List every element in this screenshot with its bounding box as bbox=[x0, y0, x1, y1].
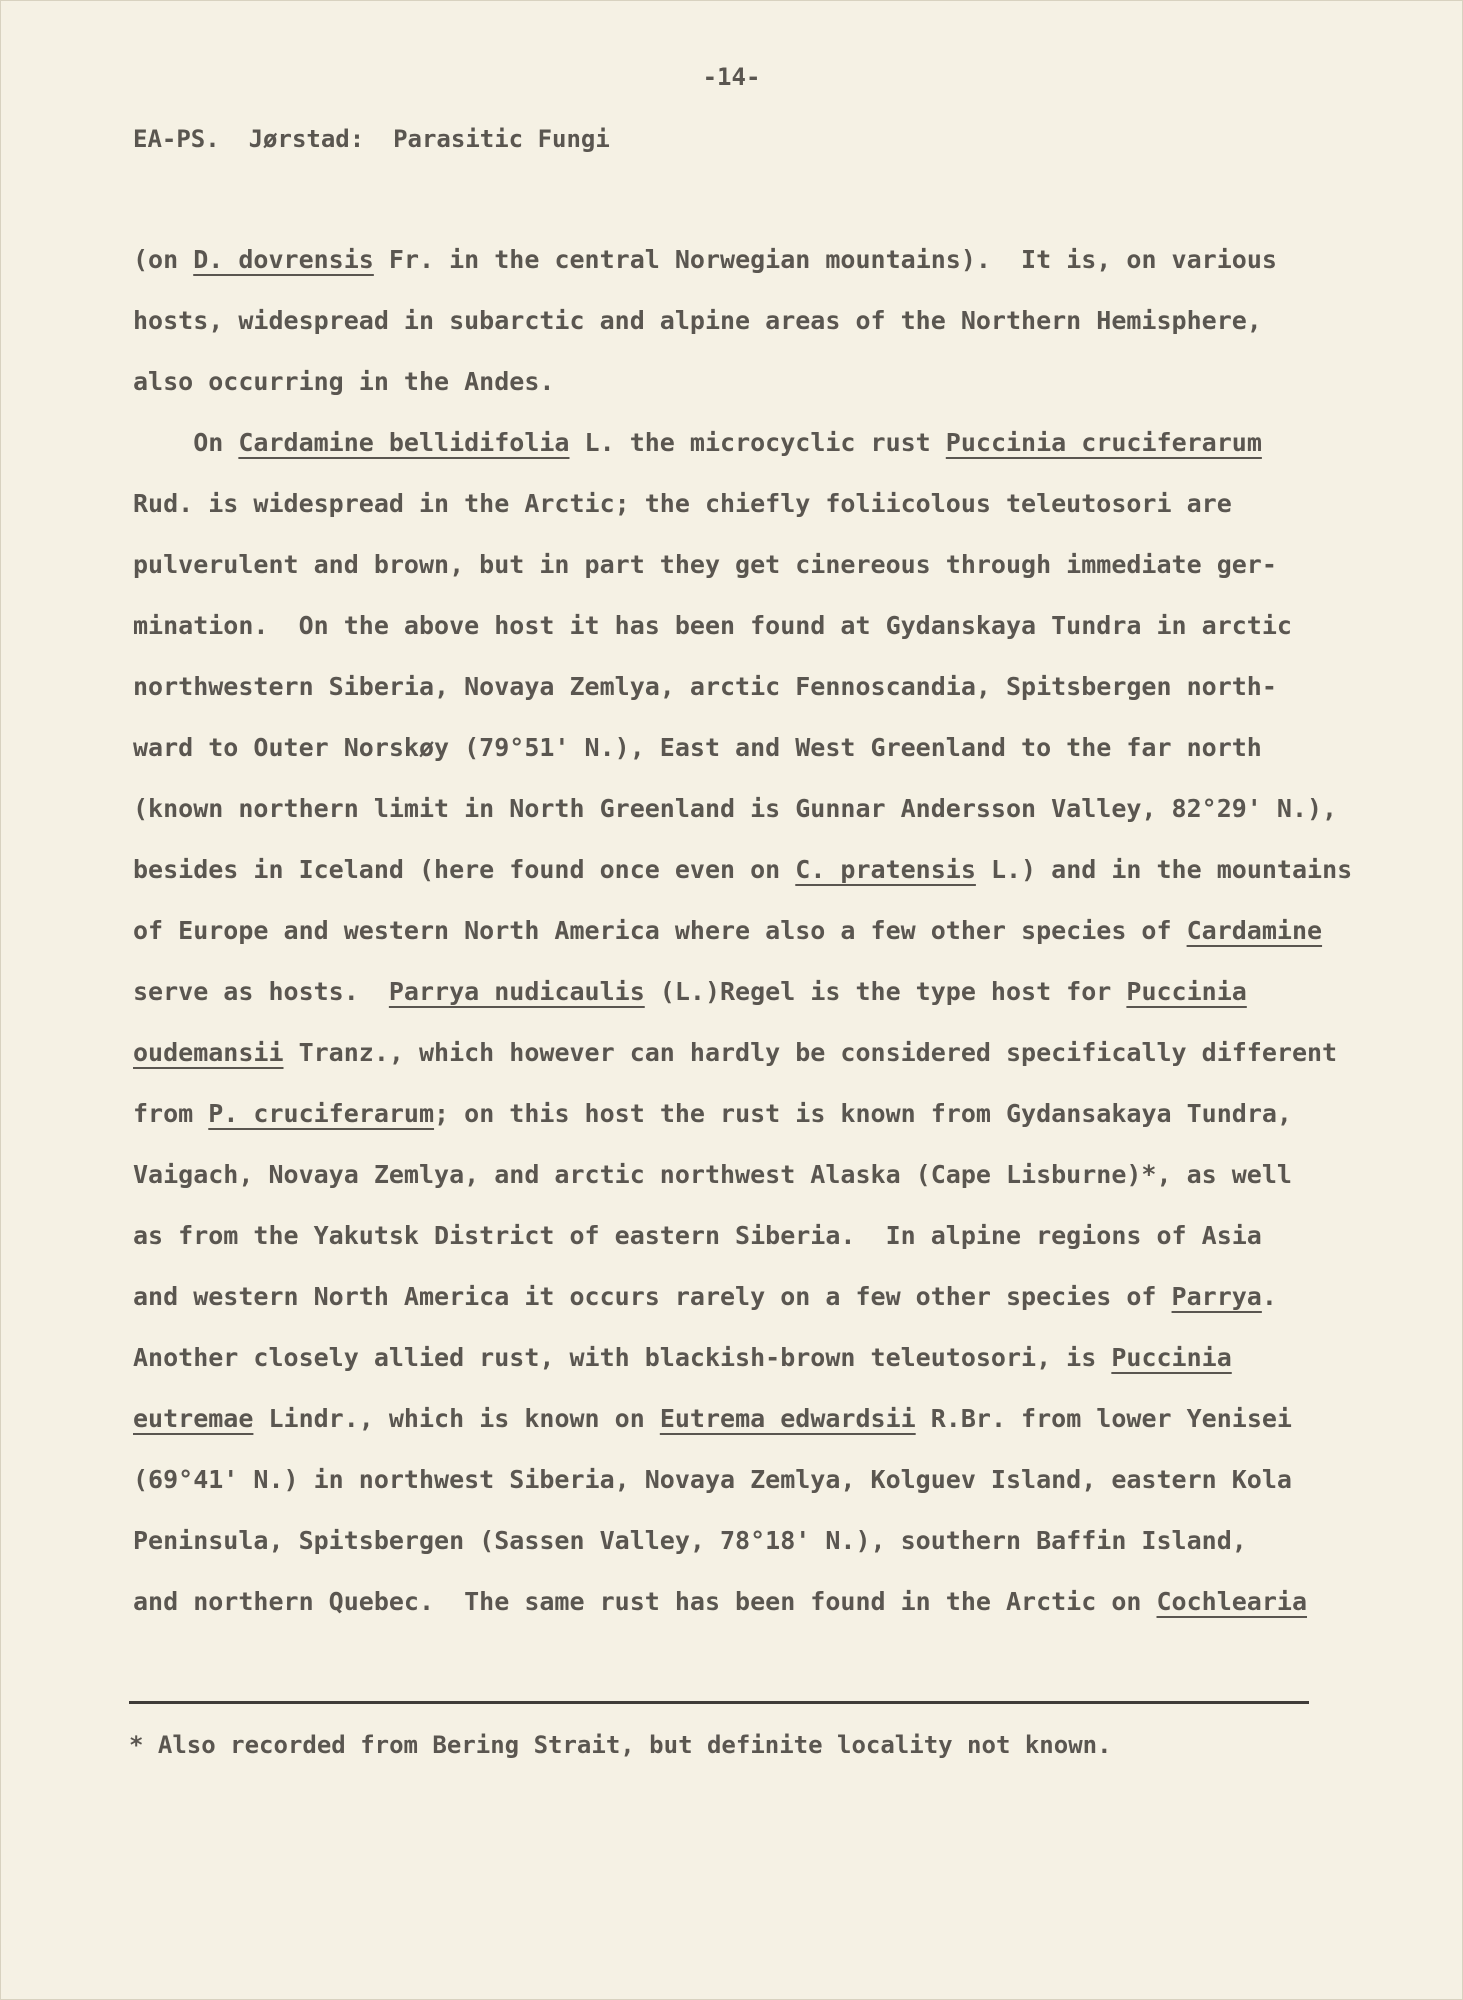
underlined-taxon-name: Eutrema edwardsii bbox=[659, 1404, 916, 1433]
text-line bbox=[133, 363, 1373, 424]
underlined-taxon-name: P. cruciferarum bbox=[208, 1099, 435, 1128]
text-segment: as from the Yakutsk District of eastern Siberia. In alpine regions of Asia bbox=[133, 1221, 1262, 1250]
underlined-taxon-name: Cardamine bellidifolia bbox=[238, 428, 570, 457]
underlined-taxon-name: Puccinia cruciferarum bbox=[945, 428, 1262, 457]
text-segment: pulverulent and brown, but in part they get cinereous through immediate ger- bbox=[133, 550, 1277, 579]
underlined-taxon-name: oudemansii bbox=[133, 1038, 284, 1067]
text-line bbox=[133, 851, 1373, 912]
underlined-taxon-name: Puccinia bbox=[1126, 977, 1247, 1006]
text-segment: L.) and in the mountains bbox=[975, 855, 1353, 884]
text-segment: and northern Quebec. The same rust has been found in the Arctic on bbox=[133, 1587, 1157, 1616]
text-segment: besides in Iceland (here found once even on bbox=[133, 855, 796, 884]
text-segment: also occurring in the Andes. bbox=[133, 367, 555, 396]
text-line bbox=[133, 973, 1373, 1034]
text-segment: ward to Outer Norskøy (79°51' N.), East and West Greenland to the far north bbox=[133, 733, 1262, 762]
text-line bbox=[133, 1339, 1373, 1400]
text-segment: Rud. is widespread in the Arctic; the chiefly foliicolous teleutosori are bbox=[133, 489, 1232, 518]
underlined-taxon-name: Parrya nudicaulis bbox=[388, 977, 645, 1006]
underlined-taxon-name: D. dovrensis bbox=[193, 245, 374, 274]
text-segment: L. the microcyclic rust bbox=[569, 428, 946, 457]
text-line bbox=[133, 1034, 1373, 1095]
footnote-rule bbox=[129, 1701, 1309, 1704]
text-line bbox=[133, 485, 1373, 546]
text-segment: of Europe and western North America where also a few other species of bbox=[133, 916, 1187, 945]
text-line bbox=[133, 1156, 1373, 1217]
text-segment: (known northern limit in North Greenland is Gunnar Andersson Valley, 82°29' N.), bbox=[133, 794, 1338, 823]
text-line bbox=[133, 729, 1373, 790]
text-segment: hosts, widespread in subarctic and alpine areas of the Northern Hemisphere, bbox=[133, 306, 1262, 335]
text-line bbox=[133, 1217, 1373, 1278]
text-line bbox=[133, 1400, 1373, 1461]
underlined-taxon-name: Cardamine bbox=[1186, 916, 1323, 945]
text-segment: On bbox=[133, 428, 239, 457]
text-segment: (on bbox=[133, 245, 194, 274]
text-segment: . bbox=[1261, 1282, 1277, 1311]
text-line bbox=[133, 668, 1373, 729]
text-line bbox=[133, 424, 1373, 485]
text-segment: Another closely allied rust, with blackish-brown teleutosori, is bbox=[133, 1343, 1112, 1372]
text-segment: mination. On the above host it has been found at Gydanskaya Tundra in arctic bbox=[133, 611, 1292, 640]
text-segment: Vaigach, Novaya Zemlya, and arctic northwest Alaska (Cape Lisburne)*, as well bbox=[133, 1160, 1292, 1189]
underlined-taxon-name: Puccinia bbox=[1111, 1343, 1232, 1372]
text-segment: (69°41' N.) in northwest Siberia, Novaya Zemlya, Kolguev Island, eastern Kola bbox=[133, 1465, 1292, 1494]
text-segment: Peninsula, Spitsbergen (Sassen Valley, 78°18' N.), southern Baffin Island, bbox=[133, 1526, 1247, 1555]
text-line bbox=[133, 1095, 1373, 1156]
text-line bbox=[133, 302, 1373, 363]
text-segment: Lindr., which is known on bbox=[253, 1404, 660, 1433]
text-line bbox=[133, 1583, 1373, 1644]
text-segment: ; on this host the rust is known from Gydansakaya Tundra, bbox=[434, 1099, 1292, 1128]
text-segment: Tranz., which however can hardly be considered specifically different bbox=[283, 1038, 1338, 1067]
text-line bbox=[133, 1522, 1373, 1583]
underlined-taxon-name: Parrya bbox=[1171, 1282, 1262, 1311]
underlined-taxon-name: Cochlearia bbox=[1156, 1587, 1308, 1616]
text-segment: R.Br. from lower Yenisei bbox=[915, 1404, 1292, 1433]
footnote: * Also recorded from Bering Strait, but definite locality not known. bbox=[129, 1731, 1112, 1759]
text-line bbox=[133, 912, 1373, 973]
underlined-taxon-name: C. pratensis bbox=[795, 855, 976, 884]
text-segment: (L.)Regel is the type host for bbox=[644, 977, 1127, 1006]
running-head: EA-PS. Jørstad: Parasitic Fungi bbox=[133, 125, 610, 153]
text-line bbox=[133, 607, 1373, 668]
text-line bbox=[133, 546, 1373, 607]
body-text bbox=[133, 241, 1373, 1644]
text-line bbox=[133, 1278, 1373, 1339]
text-segment: Fr. in the central Norwegian mountains). It is, on various bbox=[373, 245, 1277, 274]
text-segment: and western North America it occurs rarely on a few other species of bbox=[133, 1282, 1172, 1311]
text-segment: from bbox=[133, 1099, 209, 1128]
text-segment: serve as hosts. bbox=[133, 977, 389, 1006]
text-line bbox=[133, 1461, 1373, 1522]
text-line bbox=[133, 241, 1373, 302]
text-segment: northwestern Siberia, Novaya Zemlya, arctic Fennoscandia, Spitsbergen north- bbox=[133, 672, 1277, 701]
underlined-taxon-name: eutremae bbox=[133, 1404, 254, 1433]
text-line bbox=[133, 790, 1373, 851]
page-number: -14- bbox=[702, 63, 761, 91]
